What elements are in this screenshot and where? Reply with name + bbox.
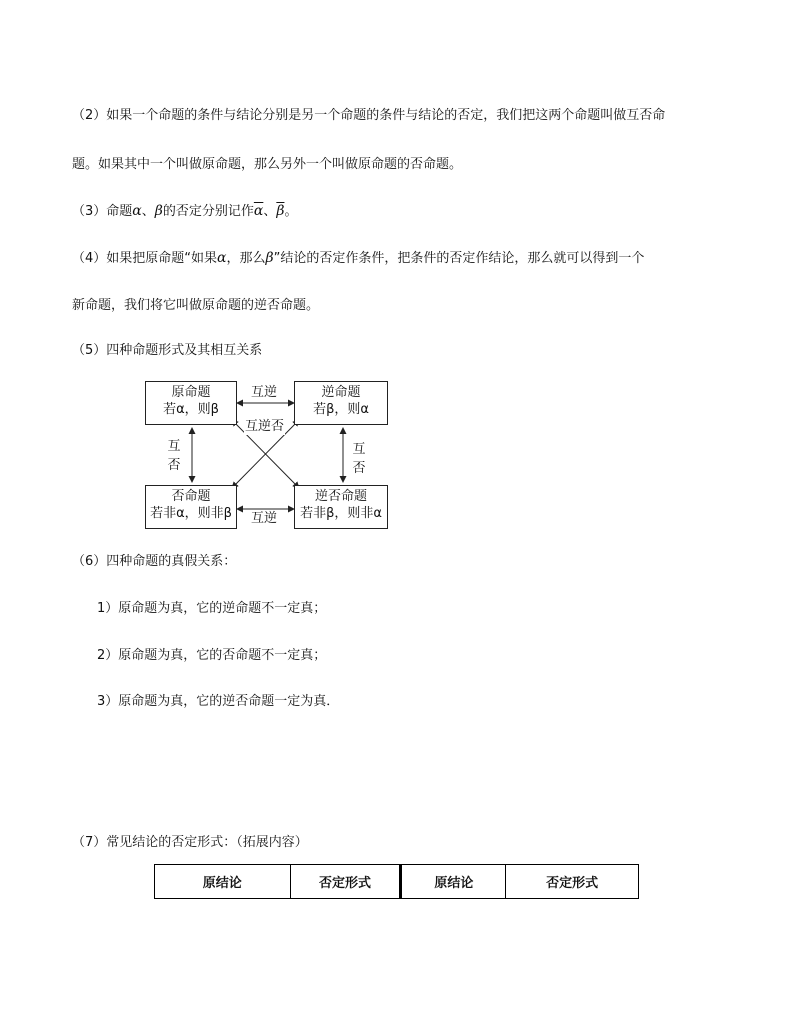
negation-forms-table (154, 864, 639, 899)
para2-line2: 题。如果其中一个叫做原命题，那么另外一个叫做原命题的否命题。 (72, 157, 463, 172)
para3-end: 。 (284, 204, 298, 219)
right-label-char2: 否 (352, 461, 366, 476)
header-original-conclusion-1: 原结论 (155, 865, 291, 899)
para3-prefix: （3）命题 (72, 204, 133, 219)
para6-item-1: 1）原命题为真，它的逆命题不一定真； (97, 601, 327, 616)
inverse-form: 若非α，则非β (150, 506, 232, 521)
converse-name: 逆命题 (321, 385, 361, 400)
para4-rest: ”结论的否定作条件，把条件的否定作结论，那么就可以得到一个 (273, 251, 645, 266)
left-relation-label (165, 437, 183, 475)
para3-sep2: 、 (263, 204, 277, 219)
alpha-symbol: α (132, 203, 142, 219)
para4-alpha: α (217, 250, 227, 266)
inverse-name: 否命题 (171, 489, 211, 504)
para4-beta: β (265, 250, 274, 266)
alpha-bar-symbol: $\overline{\alpha}$ (253, 203, 264, 219)
original-proposition-box (145, 381, 237, 425)
para6-title: （6）四种命题的真假关系： (72, 554, 237, 569)
right-relation-label (350, 440, 368, 478)
original-form: 若α，则β (163, 402, 219, 417)
center-relation-label: 互逆否 (245, 419, 285, 434)
left-label-char1: 互 (167, 439, 181, 454)
original-name: 原命题 (171, 385, 211, 400)
para2-line1: （2）如果一个命题的条件与结论分别是另一个命题的条件与结论的否定，我们把这两个命题叫做互否命 (72, 108, 666, 123)
para4-line2: 新命题，我们将它叫做原命题的逆否命题。 (72, 298, 320, 313)
para6-item-2: 2）原命题为真，它的否命题不一定真； (97, 648, 327, 663)
contrapositive-name: 逆否命题 (314, 489, 367, 504)
table-header-row (155, 865, 639, 899)
contrapositive-form: 若非β，则非α (300, 506, 382, 521)
para7-title: （7）常见结论的否定形式：（拓展内容） (72, 835, 308, 850)
header-original-conclusion-2: 原结论 (401, 865, 506, 899)
inverse-proposition-box (145, 485, 237, 529)
left-label-char2: 否 (167, 458, 181, 473)
converse-form: 若β，则α (313, 402, 369, 417)
converse-proposition-box (294, 381, 388, 425)
para6-item-3: 3）原命题为真，它的逆否命题一定为真． (97, 694, 340, 709)
bottom-relation-label: 互逆 (251, 511, 278, 526)
top-relation-label: 互逆 (251, 385, 278, 400)
beta-bar-symbol: $\overline{\beta}$ (276, 203, 285, 219)
para3-sep1: 、 (141, 204, 155, 219)
right-label-char1: 互 (352, 442, 366, 457)
para4-prefix: （4）如果把原命题“如果 (72, 251, 218, 266)
para4-mid: ，那么 (226, 251, 266, 266)
beta-symbol: β (154, 203, 163, 219)
para5-title: （5）四种命题形式及其相互关系 (72, 343, 263, 358)
contrapositive-proposition-box (294, 485, 388, 529)
para3-mid: 的否定分别记作 (162, 204, 254, 219)
header-negation-form-2: 否定形式 (506, 865, 639, 899)
header-negation-form-1: 否定形式 (290, 865, 401, 899)
